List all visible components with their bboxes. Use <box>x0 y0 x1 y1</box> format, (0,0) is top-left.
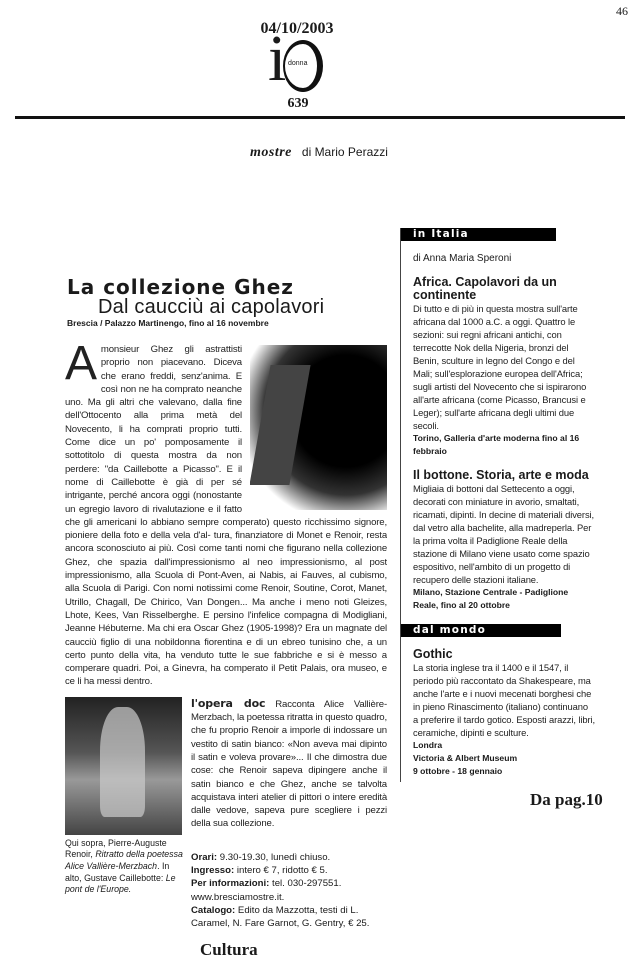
exhibit-text: Di tutto e di più in questa mostra sull'arte africana dal 1000 a.C. a oggi. Quattro le sezioni: sui regni africani antichi, con terrecotte Nok della Nigeria, bronzi del Benin, sculture in legno del Congo e del Mali; sull'esplorazione europea dell'Africa; sugli artisti del Novecento che si ispirarono all'arte africana (come Picasso, Brancusi e Leger); sull'arte africana degli ultimi due secoli. <box>413 303 587 431</box>
info-value: intero € 7, ridotto € 5. <box>234 864 328 876</box>
caption-title: Le pont de l'Europe. <box>65 872 176 895</box>
exhibit-text: La storia inglese tra il 1400 e il 1547, il periodo più raccontato da Shakespeare, ma anche l'arte e i nuovi mecenati borghesi che in pieno Rinascimento (italiano) continuano a preferire il tardo gotico. Esposti arazzi, libri, ceramiche, dipinti e sculture. <box>413 662 595 738</box>
opera-doc-label: l'opera doc <box>191 696 266 710</box>
opera-doc-text: Racconta Alice Vallière-Merzbach, la poetessa ritratta in questo quadro, che fu proprio Renoir a imporle di indossare un vestito di satin bianco: «Non aveva mai dipinto il satin e voleva provare»... Il che dimostra due cose: che Renoir sapeva dipingere anche il satin bianco e che Ghez, anche se talvolta acquistava interi atelier di pittori o intere eredità dalle vedove, sapeva pure scegliere i pezzi della sua collezione. <box>191 698 387 830</box>
info-label: Orari: <box>191 851 218 863</box>
info-hours <box>191 851 387 864</box>
portrait-column <box>65 697 183 931</box>
sidebar-author: di Anna Maria Speroni <box>413 253 512 264</box>
article-lower <box>65 697 387 931</box>
renoir-portrait-image <box>65 697 182 835</box>
sidebar-box <box>400 228 600 782</box>
section-label: mostre <box>250 145 292 160</box>
opera-doc-box <box>191 697 387 831</box>
article-subtitle: Dal caucciù ai capolavori <box>98 296 325 318</box>
section-author: di Mario Perazzi <box>301 145 388 159</box>
image-caption <box>65 838 183 896</box>
exhibit-location: Torino, Galleria d'arte moderna fino al 16 febbraio <box>413 433 580 456</box>
exhibit-dates: 9 ottobre - 18 gennaio <box>413 766 503 776</box>
info-label: Ingresso: <box>191 864 235 876</box>
info-tickets <box>191 864 387 877</box>
exhibit-venue: Victoria & Albert Museum <box>413 753 518 763</box>
caption-title: Ritratto della poetessa Alice Vallière-Merzbach <box>65 849 183 871</box>
header-divider <box>15 116 625 119</box>
sidebar <box>400 228 603 810</box>
info-value: Edito da Mazzotta, testi di L. Caramel, N. Fare Garnot, G. Gentry, € 25. <box>191 904 370 930</box>
dal-mondo-header: dal mondo <box>401 624 561 637</box>
page-number: 46 <box>616 4 628 18</box>
footer-section: Cultura <box>200 940 258 960</box>
info-label: Per informazioni: <box>191 878 270 890</box>
section-heading <box>250 145 388 161</box>
exhibit-title: Gothic <box>413 647 453 661</box>
info-label: Catalogo: <box>191 904 236 916</box>
exhibit-title: Il bottone. Storia, arte e moda <box>413 468 589 482</box>
io-donna-logo: i donna <box>268 40 330 92</box>
info-catalog <box>191 904 387 931</box>
info-value: 9.30-19.30, lunedì chiuso. <box>217 851 331 863</box>
exhibit-text: Migliaia di bottoni dal Settecento a oggi, decorati con miniature in avorio, smaltati, ricamati, dipinti. In decine di materiali diversi, dal vetro alla bachelite, alla madreperla. Per la prima volta il Padiglione Reale della stazione di Milano viene usato come spazio espositivo, nell'ambito di un progetto di recupero delle stazioni italiane. <box>413 483 595 585</box>
article-body-text: monsieur Ghez gli astrattisti proprio non piacevano. Diceva che erano freddi, senz'anima. E così non ne ha comprato neanche uno. Ma gli altri che valevano, dalla fine dell'Ottocento alla prima metà del Novecento, li ha comprati proprio tutti. Come dice un po' pomposamente il sottotitolo di questa mostra da non perdere: "da Caillebotte a Picasso". E il nome di Caillebotte è già di per sé intrigante, perché ancora oggi (nonostante un egregio lavoro di rivalutazione e il fatto che gli americani lo abbiano sempre comperato) questo ricchissimo signore, pioniere della foto e della vela d'al- <box>65 344 387 542</box>
article-body-continued: tura, finanziatore di Monet e Renoir, resta ancora sconosciuto ai più. Così come tanti nomi che figurano nella collezione Ghez, che spazia dall'impressionismo al neo impressionismo, al post impressionismo, alla Scuola di Pont-Aven, ai Nabis, ai Fauves, al cubismo, alla Scuola di Parigi. Con nomi notissimi come Renoir, Soutine, Corot, Manet, Utrillo, Chagall, De Chirico, Van Dongen... Ma anche i meno noti Gleizes, Lhote, Kees, Van Risselberghe. E persino l'infelice compagna di Modigliani, Jeanne Hébuterne. Ma chi era Oscar Ghez (1905-1998)? Era un magnate del caucciù figlio di una nobildonna fiorentina e di un ebreo tunisino che, a un certo punto della vita, ha venduto tutte le sue fabbriche e si è messo a comperare quadri. Poi, a Ginevra, ha comperato il Petit Palais, ora museo, e ce li ha messi dentro. <box>65 530 387 688</box>
exhibit-item <box>413 276 595 458</box>
article-main <box>65 343 387 960</box>
footer-page-ref: Da pag.10 <box>530 790 603 809</box>
issue-number: 639 <box>287 96 309 111</box>
caption-text: . In alto, Gustave Caillebotte: <box>65 860 170 883</box>
article-body <box>65 343 387 689</box>
exhibit-city: Londra <box>413 740 443 750</box>
article-title: La collezione Ghez <box>67 275 294 299</box>
exhibit-item <box>413 469 595 612</box>
article-place: Brescia / Palazzo Martinengo, fino al 16 novembre <box>67 318 269 328</box>
opera-column <box>191 697 387 931</box>
drop-cap: A <box>65 343 97 390</box>
exhibit-title: Africa. Capolavori da un continente <box>413 275 557 302</box>
exhibition-info <box>191 851 387 931</box>
caillebotte-photo <box>250 345 387 510</box>
exhibit-item <box>413 648 595 778</box>
issue-date: 04/10/2003 <box>260 20 334 37</box>
in-italia-header: in Italia <box>401 228 556 241</box>
exhibit-location: Milano, Stazione Centrale - Padiglione Reale, fino al 20 ottobre <box>413 587 569 610</box>
info-value: tel. 030-297551. www.bresciamostre.it. <box>191 878 342 903</box>
caption-text: Qui sopra, Pierre-Auguste Renoir, <box>65 837 167 860</box>
